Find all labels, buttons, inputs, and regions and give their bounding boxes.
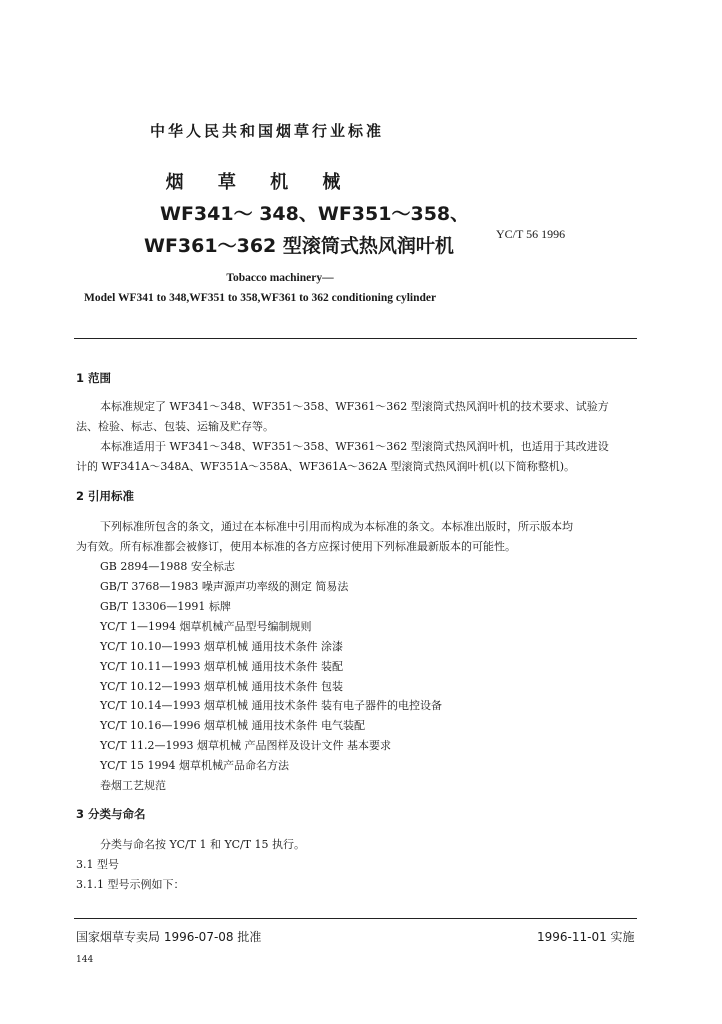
reference-item: GB/T 3768—1983 噪声源声功率级的测定 简易法: [100, 580, 349, 593]
section-1-paragraph-2-line1: 本标准适用于 WF341～348、WF351～358、WF361～362 型滚筒式热风润叶机，也适用于其改进设: [100, 440, 609, 453]
section-3-paragraph: 分类与命名按 YC/T 1 和 YC/T 15 执行。: [100, 838, 306, 851]
reference-item: GB/T 13306—1991 标牌: [100, 600, 231, 613]
section-1-paragraph-1-line2: 法、检验、标志、包装、运输及贮存等。: [76, 420, 274, 433]
reference-item: YC/T 11.2—1993 烟草机械 产品图样及设计文件 基本要求: [100, 739, 391, 752]
header-divider: [74, 338, 637, 339]
reference-item: YC/T 1—1994 烟草机械产品型号编制规则: [100, 620, 312, 633]
section-2-paragraph-line1: 下列标准所包含的条文，通过在本标准中引用而构成为本标准的条文。本标准出版时，所示版本均: [100, 520, 573, 533]
section-1-paragraph-2-line2: 计的 WF341A～348A、WF351A～358A、WF361A～362A 型滚筒式热风润叶机(以下简称整机)。: [76, 460, 576, 473]
reference-item: GB 2894—1988 安全标志: [100, 560, 235, 573]
english-title-line1: Tobacco machinery—: [226, 272, 334, 284]
section-3-heading: 3 分类与命名: [76, 807, 146, 821]
section-2-paragraph-line2: 为有效。所有标准都会被修订，使用本标准的各方应探讨使用下列标准最新版本的可能性。: [76, 540, 516, 553]
reference-item: YC/T 10.10—1993 烟草机械 通用技术条件 涂漆: [100, 640, 343, 653]
reference-item: YC/T 10.11—1993 烟草机械 通用技术条件 装配: [100, 660, 343, 673]
document-title-line2: WF341～ 348、WF351～358、: [160, 203, 470, 225]
standard-category-title: 中华人民共和国烟草行业标准: [150, 122, 385, 140]
section-2-heading: 2 引用标准: [76, 489, 135, 503]
document-title-line1: 烟 草 机 械: [165, 172, 355, 193]
document-title-line3: WF361～362 型滚筒式热风润叶机: [144, 235, 454, 257]
reference-item: 卷烟工艺规范: [100, 779, 166, 792]
section-3-1-1-heading: 3.1.1 型号示例如下：: [76, 878, 185, 891]
section-3-1-heading: 3.1 型号: [76, 858, 119, 871]
standard-code: YC/T 56 1996: [496, 227, 566, 241]
approval-info: 国家烟草专卖局 1996-07-08 批准: [76, 930, 262, 944]
reference-item: YC/T 15 1994 烟草机械产品命名方法: [100, 759, 290, 772]
english-title-line2: Model WF341 to 348,WF351 to 358,WF361 to 362 conditioning cylinder: [84, 292, 437, 304]
page-number: 144: [76, 955, 94, 965]
section-1-paragraph-1-line1: 本标准规定了 WF341～348、WF351～358、WF361～362 型滚筒式热风润叶机的技术要求、试验方: [100, 400, 609, 413]
reference-item: YC/T 10.12—1993 烟草机械 通用技术条件 包装: [100, 680, 343, 693]
section-1-heading: 1 范围: [76, 371, 112, 385]
reference-item: YC/T 10.14—1993 烟草机械 通用技术条件 装有电子器件的电控设备: [100, 699, 442, 712]
reference-item: YC/T 10.16—1996 烟草机械 通用技术条件 电气装配: [100, 719, 365, 732]
implementation-date: 1996-11-01 实施: [537, 930, 635, 944]
footer-divider: [74, 918, 637, 919]
